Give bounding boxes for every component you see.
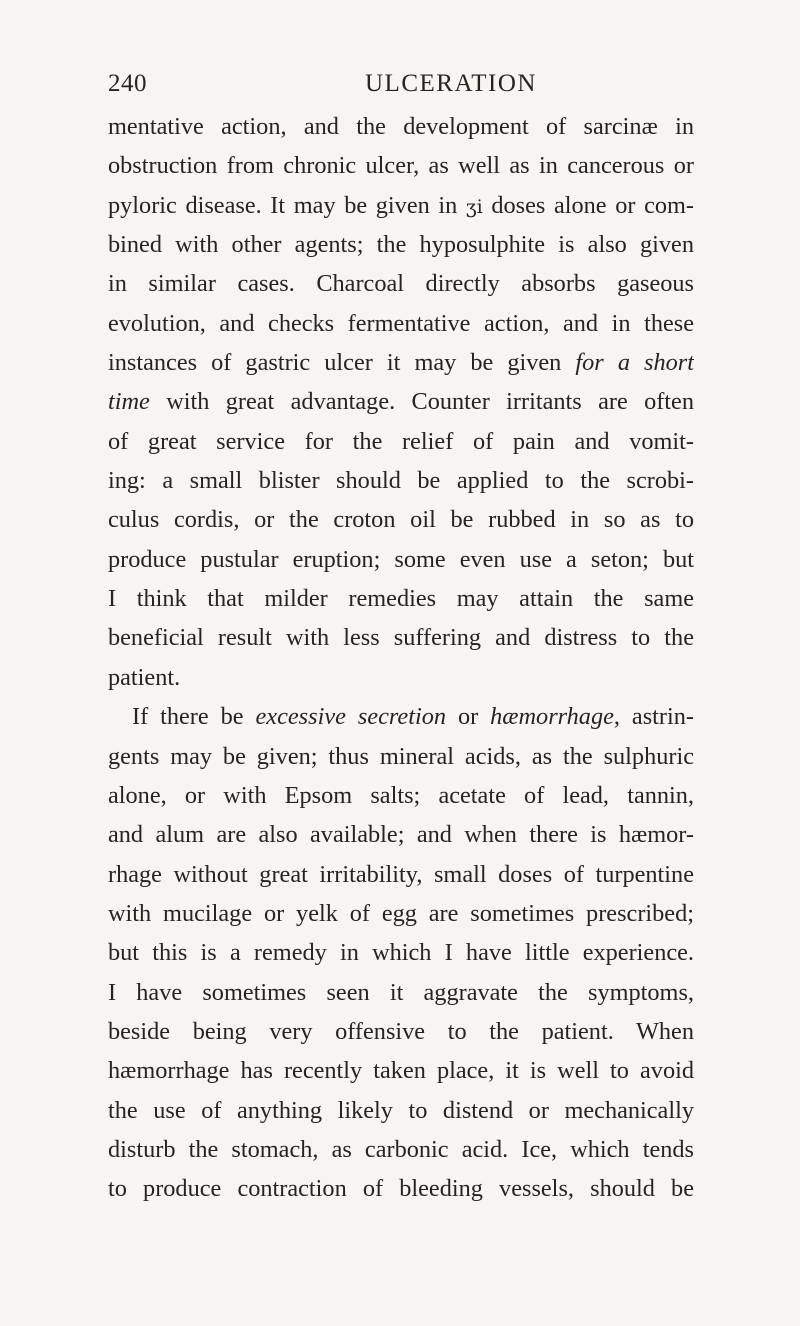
text-line: and alum are also available; and when there is hæmor- — [108, 821, 694, 849]
text-line: I think that milder remedies may attain the same — [108, 585, 694, 613]
text-line: ing: a small blister should be applied to the scrobi- — [108, 467, 694, 495]
italic-text: time — [108, 388, 150, 416]
text-segment: with great advantage. Counter irritants are often — [149, 388, 694, 416]
text-line: culus cordis, or the croton oil be rubbed in so as to — [108, 506, 694, 534]
text-segment: , astrin- — [613, 703, 694, 731]
text-line: alone, or with Epsom salts; acetate of lead, tannin, — [108, 781, 694, 809]
text-segment: or — [446, 703, 491, 731]
body-text — [108, 107, 694, 1209]
text-line: with mucilage or yelk of egg are sometimes prescribed; — [108, 899, 694, 927]
italic-text: excessive secretion — [255, 703, 446, 731]
running-head: ULCERATION — [365, 70, 537, 97]
text-segment: doses alone or com- — [482, 191, 694, 219]
scruple-symbol: ʒi — [465, 195, 483, 218]
text-line — [108, 382, 694, 421]
text-line: rhage without great irritability, small doses of turpentine — [108, 860, 694, 888]
text-line: of great service for the relief of pain and vomit- — [108, 427, 694, 455]
text-line: beside being very offensive to the patient. When — [108, 1017, 694, 1045]
text-line: evolution, and checks fermentative action, and in these — [108, 309, 694, 337]
text-segment: pyloric disease. It may be given in — [108, 191, 466, 219]
text-line: mentative action, and the development of sarcinæ in — [108, 113, 694, 140]
text-line: to produce contraction of bleeding vessels, should be — [108, 1175, 694, 1203]
text-line: gents may be given; thus mineral acids, as the sulphuric — [108, 742, 694, 770]
text-line — [108, 697, 694, 736]
text-line: disturb the stomach, as carbonic acid. Ice, which tends — [108, 1135, 694, 1163]
text-line: hæmorrhage has recently taken place, it is well to avoid — [108, 1057, 694, 1085]
text-line — [108, 343, 694, 382]
text-line: patient. — [108, 663, 181, 691]
italic-text: for a short — [575, 349, 694, 377]
text-line: obstruction from chronic ulcer, as well as in cancerous or — [108, 152, 694, 180]
text-line: but this is a remedy in which I have little experience. — [108, 939, 694, 967]
text-line — [108, 186, 694, 225]
text-line: the use of anything likely to distend or mechanically — [108, 1096, 694, 1124]
text-line: bined with other agents; the hyposulphite is also given — [108, 231, 694, 259]
text-line: produce pustular eruption; some even use a seton; but — [108, 545, 694, 573]
page-header — [108, 70, 694, 104]
text-segment: If there be — [132, 703, 256, 731]
italic-text: hæmorrhage — [490, 703, 614, 731]
text-line: in similar cases. Charcoal directly absorbs gaseous — [108, 270, 694, 298]
text-segment: instances of gastric ulcer it may be given — [108, 349, 576, 377]
text-line: I have sometimes seen it aggravate the symptoms, — [108, 978, 694, 1006]
text-line: beneficial result with less suffering and distress to the — [108, 624, 694, 652]
page-number: 240 — [108, 70, 147, 97]
